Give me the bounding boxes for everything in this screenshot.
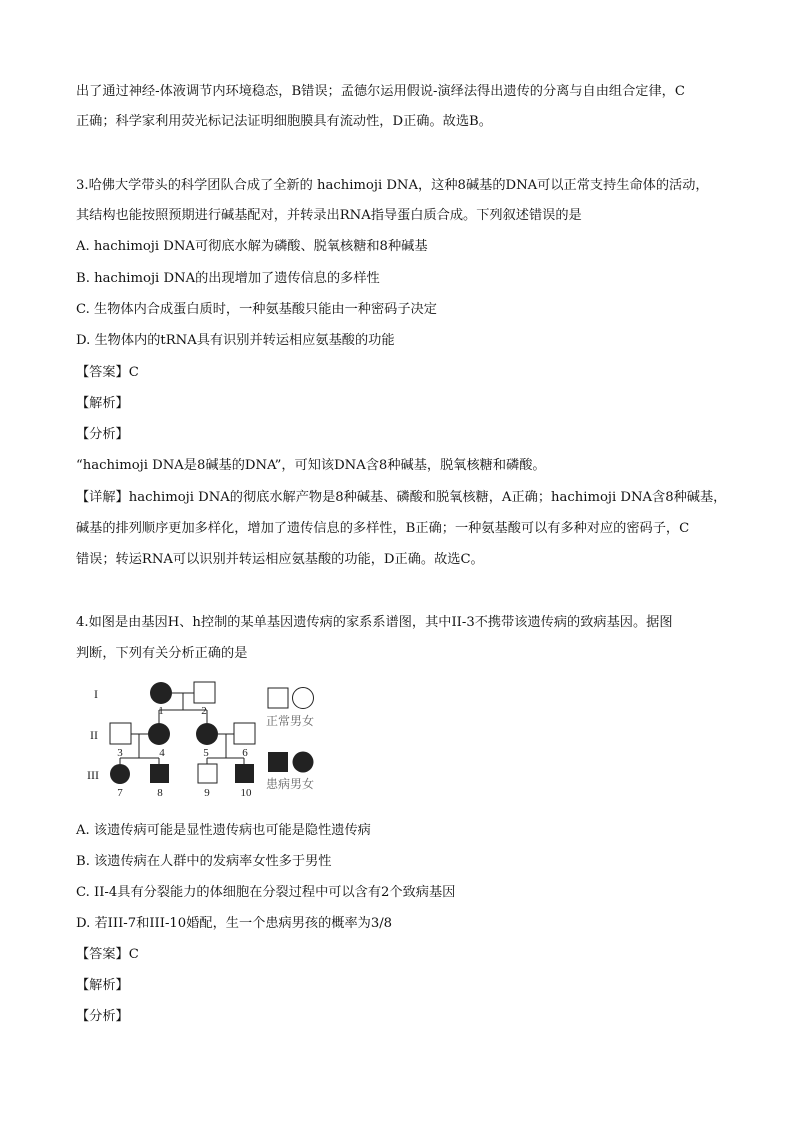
number-9: 9: [204, 787, 210, 799]
legend-affected-female-symbol: [293, 752, 314, 773]
intro-line-2: 正确；科学家利用荧光标记法证明细胞膜具有流动性，D正确。故选B。: [76, 114, 492, 129]
q3-detail-line-2: 碱基的排列顺序更加多样化，增加了遗传信息的多样性，B正确；一种氨基酸可以有多种对应的密码子，C: [76, 521, 690, 536]
number-8: 8: [157, 787, 163, 799]
q3-option-d: D. 生物体内的tRNA具有识别并转运相应氨基酸的功能: [76, 333, 395, 348]
q3-option-a: A. hachimoji DNA可彻底水解为磷酸、脱氧核糖和8种碱基: [76, 239, 428, 254]
legend-normal-female-symbol: [293, 688, 314, 709]
q3-detail-line-1: 【详解】hachimoji DNA的彻底水解产物是8种碱基、磷酸和脱氧核糖，A正确；hachimoji DNA含8种碱基，: [76, 490, 727, 505]
individual-6-normal-male: [234, 723, 255, 744]
q4-option-c: C. II-4具有分裂能力的体细胞在分裂过程中可以含有2个致病基因: [76, 885, 456, 900]
individual-10-affected-male: [235, 764, 254, 783]
q4-option-b: B. 该遗传病在人群中的发病率女性多于男性: [76, 854, 332, 869]
legend-affected-male-symbol: [268, 752, 288, 772]
gen-label-I: I: [94, 687, 98, 701]
individual-2-normal-male: [194, 682, 215, 703]
legend-affected-label: 患病男女: [266, 777, 315, 791]
pedigree-chart: [84, 676, 334, 800]
q3-option-b: B. hachimoji DNA的出现增加了遗传信息的多样性: [76, 271, 380, 286]
individual-9-normal-male: [198, 764, 217, 783]
individual-4-affected-female: [148, 723, 170, 745]
q4-stem-line-1: 4.如图是由基因H、h控制的某单基因遗传病的家系系谱图，其中II-3不携带该遗传病的致病基因。据图: [76, 615, 673, 630]
individual-3-normal-male: [110, 723, 131, 744]
individual-7-affected-female: [110, 764, 130, 784]
individual-8-affected-male: [150, 764, 169, 783]
number-1: 1: [158, 705, 164, 717]
number-2: 2: [201, 705, 207, 717]
q3-stem-line-2: 其结构也能按照预期进行碱基配对，并转录出RNA指导蛋白质合成。下列叙述错误的是: [76, 208, 582, 223]
q3-fenxi-text: “hachimoji DNA是8碱基的DNA”，可知该DNA含8种碱基，脱氧核糖和磷酸。: [76, 458, 546, 473]
individual-1-affected-female: [150, 682, 172, 704]
q4-stem-line-2: 判断，下列有关分析正确的是: [76, 646, 248, 661]
number-4: 4: [159, 747, 165, 759]
number-3: 3: [117, 747, 123, 759]
q4-answer: 【答案】C: [76, 947, 139, 962]
gen-label-II: II: [90, 728, 98, 742]
number-5: 5: [203, 747, 209, 759]
individual-5-affected-female: [196, 723, 218, 745]
q4-analysis-label: 【解析】: [76, 978, 129, 993]
intro-line-1: 出了通过神经-体液调节内环境稳态，B错误；孟德尔运用假说-演绎法得出遗传的分离与自由组合定律，C: [76, 84, 685, 99]
q3-option-c: C. 生物体内合成蛋白质时，一种氨基酸只能由一种密码子决定: [76, 302, 437, 317]
gen-label-III: III: [87, 768, 99, 782]
legend-normal-label: 正常男女: [266, 714, 315, 728]
q3-answer: 【答案】C: [76, 365, 139, 380]
q3-detail-line-3: 错误；转运RNA可以识别并转运相应氨基酸的功能，D正确。故选C。: [76, 552, 484, 567]
q3-stem-line-1: 3.哈佛大学带头的科学团队合成了全新的 hachimoji DNA，这种8碱基的DNA可以正常支持生命体的活动，: [76, 178, 709, 193]
q3-analysis-label: 【解析】: [76, 396, 129, 411]
number-10: 10: [240, 787, 252, 799]
q4-fenxi-label: 【分析】: [76, 1009, 129, 1024]
q4-option-d: D. 若III-7和III-10婚配，生一个患病男孩的概率为3/8: [76, 916, 393, 931]
legend-normal-male-symbol: [268, 688, 288, 708]
q3-fenxi-label: 【分析】: [76, 427, 129, 442]
number-6: 6: [242, 747, 248, 759]
q4-option-a: A. 该遗传病可能是显性遗传病也可能是隐性遗传病: [76, 823, 371, 838]
number-7: 7: [117, 787, 123, 799]
